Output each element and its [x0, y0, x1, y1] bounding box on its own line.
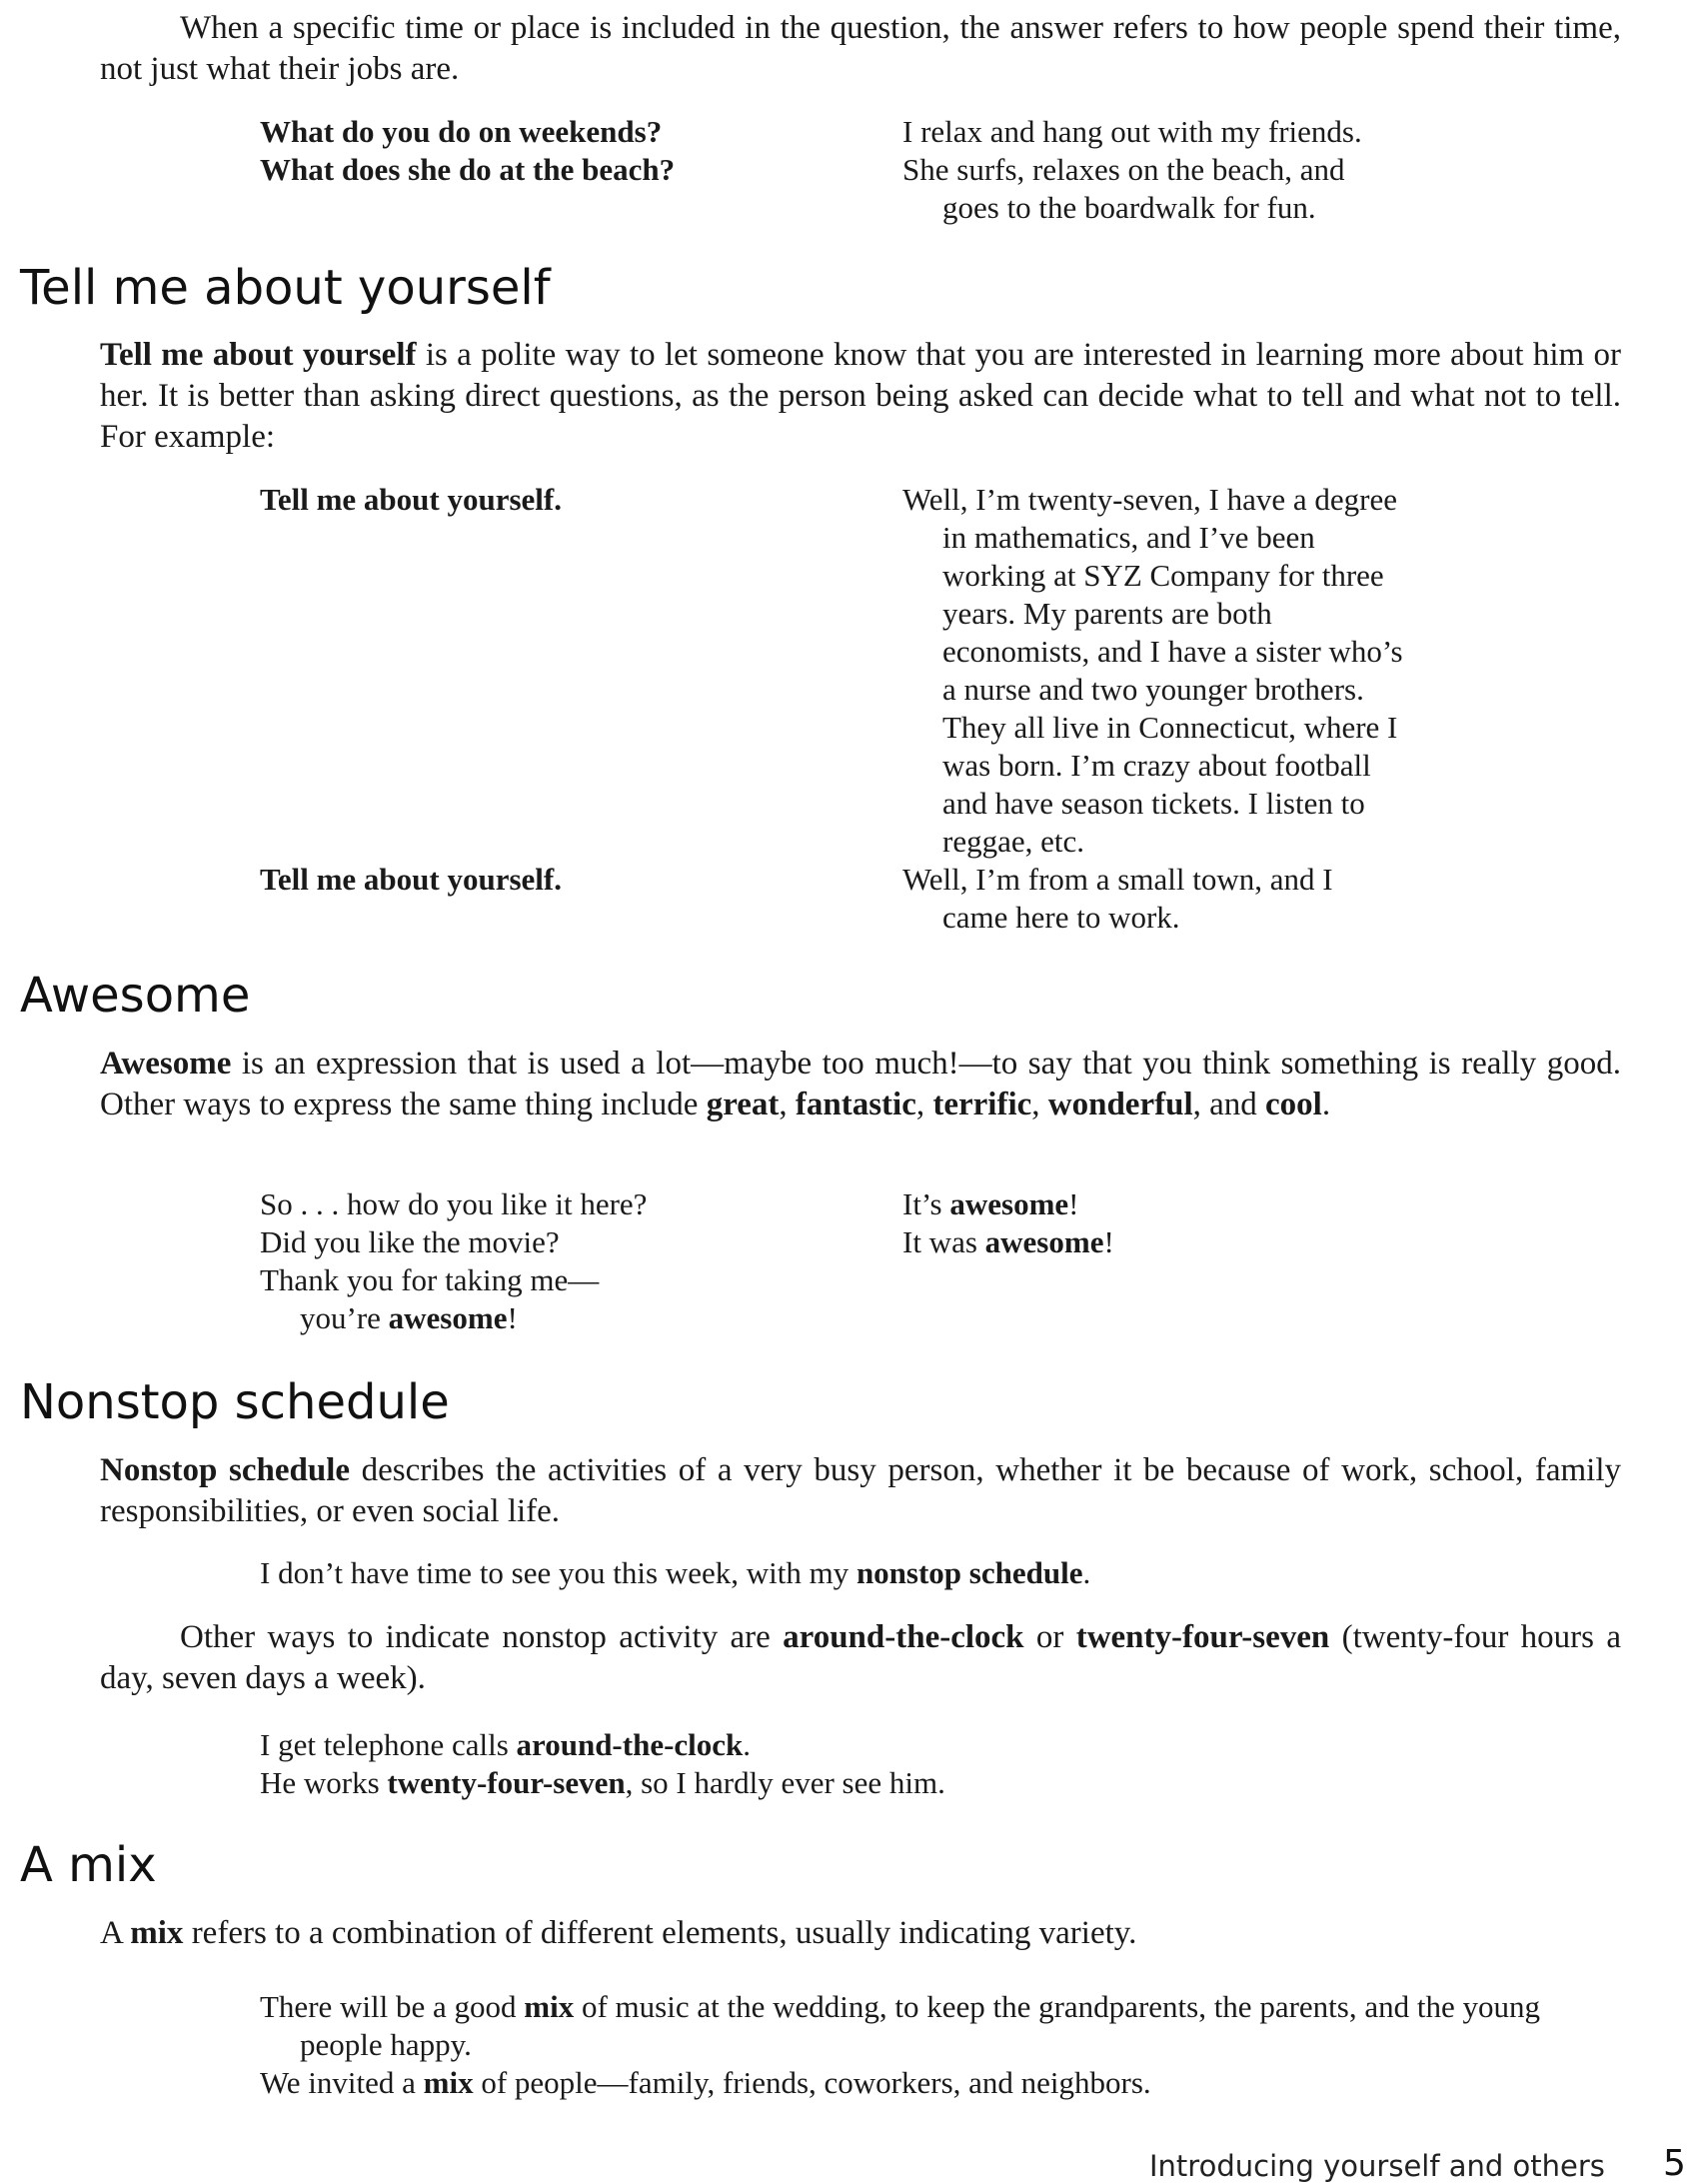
heading-awesome: Awesome	[20, 968, 251, 1024]
term: fantastic	[795, 1087, 916, 1122]
term: Awesome	[100, 1046, 232, 1082]
paragraph-text: , and	[1192, 1087, 1266, 1122]
mix-examples	[260, 1988, 1629, 2102]
example-question: What does she do at the beach?	[260, 152, 676, 187]
nonstop-examples-2	[260, 1726, 1559, 1802]
example-line	[260, 1726, 1559, 1764]
term: Tell me about yourself	[100, 337, 417, 373]
term: mix	[423, 2065, 474, 2100]
example-line	[260, 1299, 879, 1337]
example-line	[902, 1223, 1462, 1261]
answer-line: Well, I’m from a small town, and I	[902, 862, 1333, 897]
example-line: Thank you for taking me—	[260, 1262, 600, 1297]
heading-nonstop-schedule: Nonstop schedule	[20, 1374, 450, 1430]
example-line	[260, 1988, 1629, 2064]
text: We invited a	[260, 2065, 424, 2100]
example-line: Did you like the movie?	[260, 1224, 560, 1259]
text: , so I hardly ever see him.	[625, 1765, 945, 1800]
answer-line: economists, and I have a sister who’s	[942, 634, 1403, 669]
awesome-example-right	[902, 1185, 1462, 1261]
example-line	[260, 1764, 1559, 1802]
paragraph-text: is an expression that is used a lot—maybe too much!—to say that you think something is really good. Other ways to express the same thing include	[100, 1046, 1621, 1122]
example-line	[260, 1554, 1559, 1592]
text: I get telephone calls	[260, 1727, 517, 1762]
example-line	[902, 1185, 1462, 1223]
nonstop-paragraph-1	[100, 1450, 1621, 1532]
example-line: So . . . how do you like it here?	[260, 1186, 648, 1221]
answer-line: working at SYZ Company for three	[942, 558, 1384, 593]
text: .	[1082, 1555, 1091, 1590]
text: !	[1103, 1224, 1114, 1259]
text: It’s	[902, 1186, 950, 1221]
paragraph-text: describes the activities of a very busy person, whether it be because of work, school, family responsibilities, or even social life.	[100, 1452, 1621, 1529]
running-title: Introducing yourself and others	[1149, 2149, 1605, 2183]
page-number: 5	[1663, 2143, 1686, 2184]
text: of people—family, friends, coworkers, and neighbors.	[473, 2065, 1151, 2100]
tell-example-answer-2	[902, 861, 1462, 937]
example-answer: She surfs, relaxes on the beach, and	[902, 152, 1345, 187]
nonstop-example-1	[260, 1554, 1559, 1592]
mix-paragraph	[100, 1913, 1621, 1954]
answer-line: and have season tickets. I listen to	[942, 786, 1365, 821]
term: around-the-clock	[516, 1727, 744, 1762]
text: There will be a good	[260, 1989, 525, 2024]
answer-line: They all live in Connecticut, where I	[942, 710, 1398, 745]
text: He works	[260, 1765, 388, 1800]
term: cool	[1265, 1087, 1322, 1122]
answer-line: was born. I’m crazy about football	[942, 748, 1371, 783]
paragraph-text: Other ways to indicate nonstop activity are	[180, 1619, 784, 1655]
answer-line: years. My parents are both	[942, 596, 1272, 631]
term: wonderful	[1047, 1087, 1193, 1122]
intro-paragraph: When a specific time or place is included in the question, the answer refers to how people spend their time, not just what their jobs are.	[100, 10, 1621, 87]
text: I don’t have time to see you this week, with my	[260, 1555, 856, 1590]
punct: ,	[915, 1087, 933, 1122]
tell-example-question-2	[260, 861, 879, 899]
term: nonstop schedule	[855, 1555, 1083, 1590]
answer-line: Well, I’m twenty-seven, I have a degree	[902, 482, 1398, 517]
text: .	[743, 1727, 752, 1762]
term: great	[706, 1087, 780, 1122]
punct: .	[1321, 1087, 1331, 1122]
term: awesome	[949, 1186, 1069, 1221]
text: you’re	[300, 1300, 389, 1335]
answer-line: reggae, etc.	[942, 824, 1084, 859]
term: mix	[130, 1915, 184, 1951]
answer-line: came here to work.	[942, 900, 1180, 935]
example-answer: I relax and hang out with my friends.	[902, 114, 1362, 149]
example-question: Tell me about yourself.	[260, 482, 562, 517]
example-question: Tell me about yourself.	[260, 862, 562, 897]
paragraph-text: or	[1023, 1619, 1076, 1655]
answer-line: a nurse and two younger brothers.	[942, 672, 1364, 707]
heading-a-mix: A mix	[20, 1837, 157, 1893]
term: awesome	[984, 1224, 1104, 1259]
term: awesome	[388, 1300, 508, 1335]
tell-example-answer-1	[902, 481, 1462, 861]
example-line	[260, 2064, 1629, 2102]
tell-example-question-1	[260, 481, 879, 519]
awesome-example-left	[260, 1185, 879, 1337]
paragraph-text: A	[100, 1915, 131, 1951]
term: twenty-four-seven	[1075, 1619, 1330, 1655]
example-answer-continuation: goes to the boardwalk for fun.	[942, 190, 1316, 225]
intro-example-answers	[902, 113, 1462, 227]
text: !	[507, 1300, 518, 1335]
text: !	[1068, 1186, 1079, 1221]
awesome-paragraph	[100, 1044, 1621, 1125]
heading-tell-me-about-yourself: Tell me about yourself	[20, 260, 551, 316]
term: terrific	[932, 1087, 1032, 1122]
paragraph-text: (twenty-four hours a day, seven days a week).	[100, 1619, 1621, 1696]
text: of music at the wedding, to keep the grandparents, the parents, and the young people happy.	[300, 1989, 1540, 2062]
example-question: What do you do on weekends?	[260, 114, 663, 149]
punct: ,	[779, 1087, 796, 1122]
punct: ,	[1031, 1087, 1048, 1122]
answer-line: in mathematics, and I’ve been	[942, 520, 1315, 555]
intro-example-questions	[260, 113, 879, 189]
paragraph-text: refers to a combination of different elements, usually indicating variety.	[183, 1915, 1137, 1951]
term: twenty-four-seven	[387, 1765, 626, 1800]
term: Nonstop schedule	[100, 1452, 351, 1488]
tell-paragraph-text: is a polite way to let someone know that you are interested in learning more about him or her. It is better than asking direct questions, as the person being asked can decide what to tell and what not to tell. For example:	[100, 337, 1622, 455]
term: around-the-clock	[783, 1619, 1024, 1655]
nonstop-paragraph-2	[100, 1617, 1621, 1699]
term: mix	[524, 1989, 575, 2024]
text: It was	[902, 1224, 985, 1259]
tell-paragraph	[100, 335, 1621, 458]
